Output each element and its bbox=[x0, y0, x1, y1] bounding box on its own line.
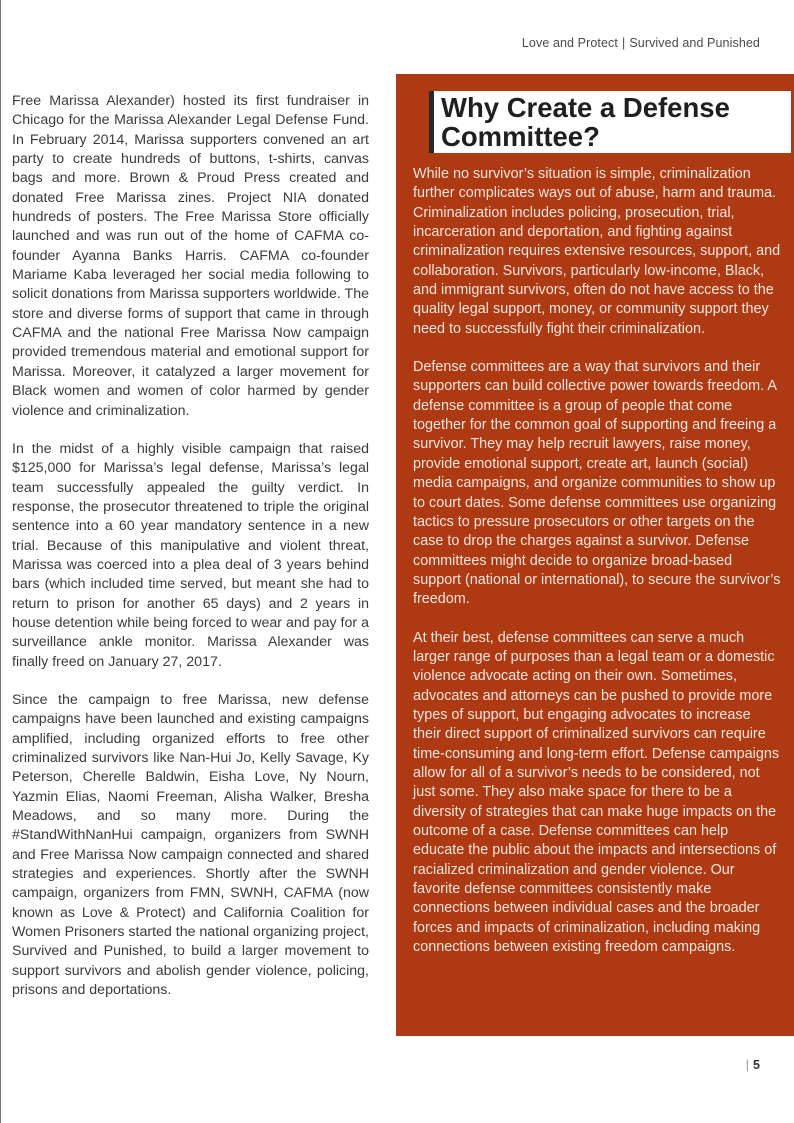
sidebar-paragraph-3: At their best, defense committees can serve a much larger range of purposes than a legal team or a domestic violence advocate acting on their own. Sometimes, advocates and attorneys can be pushed to provide more types of support, but engaging advocates to increase their direct support of criminalized survivors can require time-consuming and long-term effort. Defense campaigns allow for all of a survivor’s needs to be considered, not just some. They also make space for there to be a diversity of strategies that can make huge impacts on the outcome of a case. Defense committees can help educate the public about the impacts and intersections of racialized criminalization and gender violence. Our favorite defense committees consistently make connections between individual cases and the broader forces and impacts of criminalization, including making connections between existing freedom campaigns. bbox=[413, 629, 780, 956]
body-paragraph-2: In the midst of a highly visible campaign that raised $125,000 for Marissa’s legal defense, Marissa’s legal team successfully appealed the guilty verdict. In response, the prosecutor threatened to triple the original sentence into a 60 year mandatory sentence in a new trial. Because of this manipulative and violent threat, Marissa was coerced into a plea deal of 3 years behind bars (which included time served, but meant she had to return to prison for another 65 days) and 2 years in house detention while being forced to wear and pay for a surveillance ankle monitor. Marissa Alexander was finally freed on January 27, 2017. bbox=[12, 440, 369, 670]
sidebar-paragraph-1: While no survivor’s situation is simple, criminalization further complicates ways out of abuse, harm and trauma. Criminalization includes policing, prosecution, trial, incarceration and deportation, and fighting against criminalization requires extensive resources, support, and collaboration. Survivors, particularly low-income, Black, and immigrant survivors, often do not have access to the quality legal support, money, or community support they need to successfully fight their criminalization. bbox=[413, 166, 781, 337]
page-number bbox=[746, 1058, 760, 1072]
body-paragraph-1: Free Marissa Alexander) hosted its first fundraiser in Chicago for the Marissa Alexander Legal Defense Fund. In February 2014, Marissa supporters convened an art party to create hundreds of buttons, t-shirts, canvas bags and more. Brown & Proud Press created and donated Free Marissa zines. Project NIA donated hundreds of posters. The Free Marissa Store officially launched and was run out of the home of CAFMA co-founder Ayanna Banks Harris. CAFMA co-founder Mariame Kaba leveraged her social media following to solicit donations from Marissa supporters worldwide. The store and diverse forms of support that came in through CAFMA and the national Free Marissa Now campaign provided tremendous material and emotional support for Marissa. Moreover, it catalyzed a larger movement for Black women and women of color harmed by gender violence and criminalization. bbox=[12, 93, 369, 419]
sidebar-box bbox=[396, 74, 794, 1036]
page-number-value: 5 bbox=[753, 1058, 760, 1072]
sidebar-title-box bbox=[429, 91, 791, 153]
page-edge bbox=[0, 0, 1, 1123]
body-paragraph-3: Since the campaign to free Marissa, new defense campaigns have been launched and existing campaigns amplified, including organized efforts to free other criminalized survivors like Nan-Hui Jo, Kelly Savage, Ky Peterson, Cherelle Baldwin, Eisha Love, Ny Nourn, Yazmin Elias, Naomi Freeman, Alisha Walker, Bresha Meadows, and so many more. During the #StandWithNanHui campaign, organizers from SWNH and Free Marissa Now campaign connected and shared strategies and experiences. Shortly after the SWNH campaign, organizers from FMN, SWNH, CAFMA (now known as Love & Protect) and California Coalition for Women Prisoners started the national organizing project, Survived and Punished, to build a larger movement to support survivors and abolish gender violence, policing, prisons and deportations. bbox=[12, 691, 369, 999]
header-right-text: Survived and Punished bbox=[629, 36, 760, 50]
sidebar-title: Why Create a Defense Committee? bbox=[441, 92, 730, 152]
page-number-bar: | bbox=[745, 1058, 750, 1072]
main-text-column bbox=[12, 92, 369, 1000]
header-left-text: Love and Protect bbox=[521, 36, 618, 50]
running-header bbox=[522, 36, 760, 50]
sidebar-body bbox=[413, 165, 781, 957]
header-separator: | bbox=[621, 36, 626, 50]
sidebar-paragraph-2: Defense committees are a way that survivors and their supporters can build collective power towards freedom. A defense committee is a group of people that come together for the common goal of supporting and freeing a survivor. They may help recruit lawyers, raise money, provide emotional support, create art, launch (social) media campaigns, and organize communities to show up to court dates. Some defense committees use organizing tactics to pressure prosecutors or other targets on the case to drop the charges against a survivor. Defense committees might decide to organize broad-based support (national or international), to secure the survivor’s freedom. bbox=[413, 359, 781, 608]
